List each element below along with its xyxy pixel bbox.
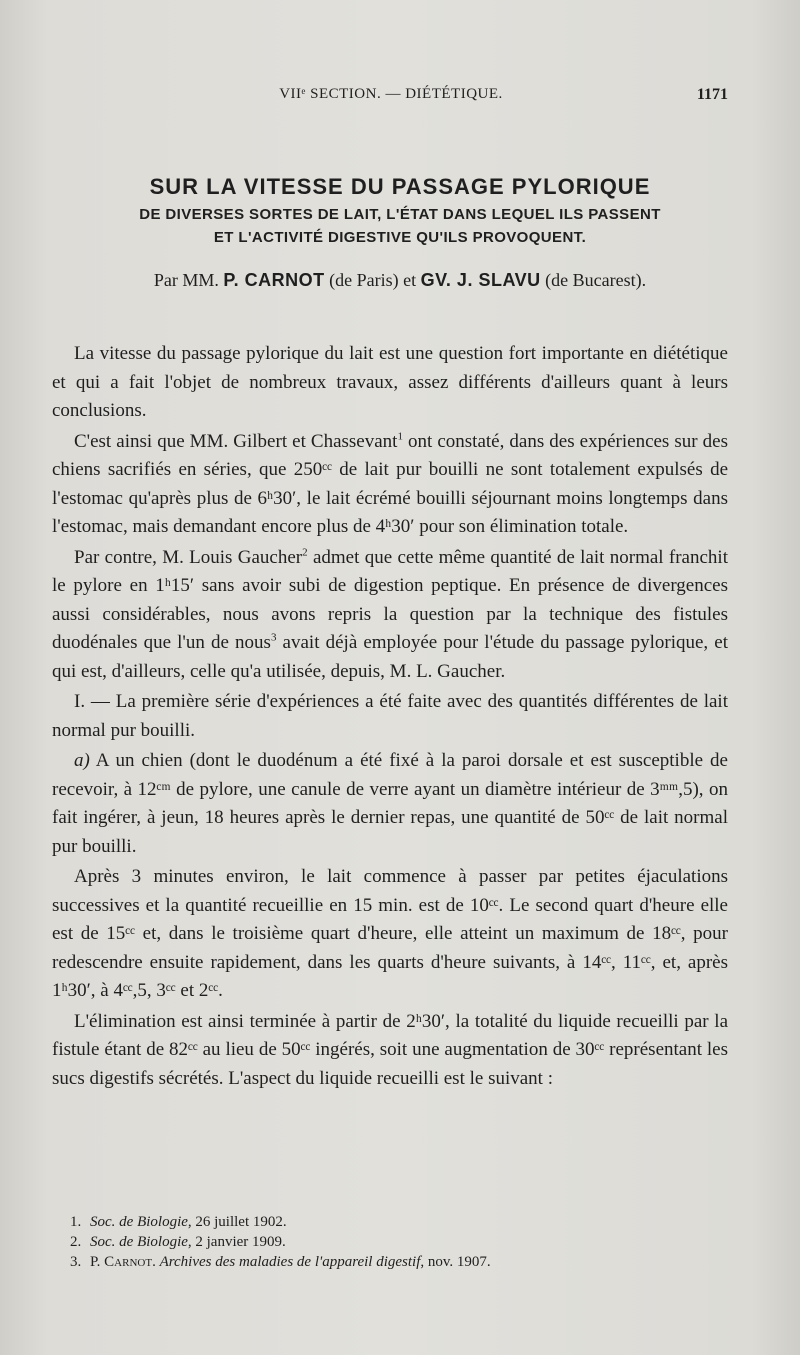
title-block xyxy=(40,174,760,291)
article-title: SUR LA VITESSE DU PASSAGE PYLORIQUE xyxy=(149,174,651,199)
footnote-2 xyxy=(56,1232,732,1252)
paragraph-5 xyxy=(52,747,728,861)
author-1: P. CARNOT xyxy=(223,270,325,290)
footnote-1-detail: , 26 juillet 1902. xyxy=(187,1214,287,1230)
paragraph-5-text: A un chien (dont le duodénum a été fixé à la paroi dorsale et est susceptible de recevoir, à 12ᶜᵐ de pylore, une canule de verre ayant un diamètre intérieur de 3ᵐᵐ,5), on fait ingérer, à jeun, 18 heures après le dernier repas, une quantité de 50ᶜᶜ de lait normal pur bouilli. xyxy=(52,750,728,857)
footnote-3 xyxy=(56,1252,732,1272)
footnote-2-source: Soc. de Biologie xyxy=(90,1234,188,1250)
paragraph-2 xyxy=(52,428,728,542)
footnote-ref-2: 2 xyxy=(302,546,308,559)
paragraph-3 xyxy=(52,544,728,687)
footnote-3-author: P. Carnot. xyxy=(90,1254,156,1270)
footnote-2-number: 2. xyxy=(70,1234,82,1250)
footnote-3-source: Archives des maladies de l'appareil digestif xyxy=(159,1254,421,1270)
body-text xyxy=(52,340,728,1095)
author-2: GV. J. SLAVU xyxy=(420,270,541,290)
paragraph-3-text-b: admet que cette même quantité de lait normal franchit le pylore en 1ʰ15′ sans avoir subi de digestion peptique. En présence de divergences aussi considérables, nous avons repris la question par la technique des fistules duodénales que l'un de nous xyxy=(52,546,728,653)
running-head xyxy=(54,86,728,110)
article-subtitle-line-1: DE DIVERSES SORTES DE LAIT, L'ÉTAT DANS LEQUEL ILS PASSENT xyxy=(139,206,661,223)
paragraph-2-text-a: C'est ainsi que MM. Gilbert et Chassevant xyxy=(74,430,398,452)
paragraph-6: Après 3 minutes environ, le lait commence à passer par petites éjaculations successives et la quantité recueillie en 15 min. est de 10ᶜᶜ. Le second quart d'heure elle est de 15ᶜᶜ et, dans le troisième quart d'heure, elle atteint un maximum de 18ᶜᶜ, pour redescendre ensuite rapidement, dans les quarts d'heure suivants, à 14ᶜᶜ, 11ᶜᶜ, et, après 1ʰ30′, à 4ᶜᶜ,5, 3ᶜᶜ et 2ᶜᶜ. xyxy=(52,866,728,1001)
paragraph-3-text-a: Par contre, M. Louis Gaucher xyxy=(74,546,303,568)
paragraph-3-text-c: avait déjà employée pour l'étude du passage pylorique, et qui est, d'ailleurs, celle qu'a utilisée, depuis, M. L. Gaucher. xyxy=(52,632,729,682)
byline xyxy=(40,270,760,291)
page-number: 1171 xyxy=(696,86,728,103)
paragraph-4: I. — La première série d'expériences a été faite avec des quantités différentes de lait normal pur bouilli. xyxy=(52,691,728,741)
footnote-3-number: 3. xyxy=(70,1254,82,1270)
author-2-location: (de Bucarest). xyxy=(540,270,647,290)
footnote-1 xyxy=(56,1212,732,1232)
footnote-2-detail: , 2 janvier 1909. xyxy=(187,1234,286,1250)
footnote-1-number: 1. xyxy=(70,1214,82,1230)
paragraph-7: L'élimination est ainsi terminée à partir de 2ʰ30′, la totalité du liquide recueilli par la fistule étant de 82ᶜᶜ au lieu de 50ᶜᶜ ingérés, soit une augmentation de 30ᶜᶜ représentant les sucs digestifs sécrétés. L'aspect du liquide recueilli est le suivant : xyxy=(52,1010,728,1089)
author-1-location: (de Paris) et xyxy=(324,270,421,290)
paragraph-5-label: a) xyxy=(74,750,90,771)
article-subtitle-line-2: ET L'ACTIVITÉ DIGESTIVE QU'ILS PROVOQUENT. xyxy=(213,229,587,246)
running-head-section: VIIᵉ SECTION. — DIÉTÉTIQUE. xyxy=(279,86,503,102)
paragraph-2-text-b: ont constaté, dans des expériences sur des chiens sacrifiés en séries, que 250ᶜᶜ de lait pur bouilli ne sont totalement expulsés de l'estomac qu'après plus de 6ʰ30′, le lait écrémé bouilli séjournant moins longtemps dans l'estomac, mais demandant encore plus de 4ʰ30′ pour son élimination totale. xyxy=(52,430,728,537)
footnote-3-detail: , nov. 1907. xyxy=(420,1254,491,1270)
paragraph-1: La vitesse du passage pylorique du lait est une question fort importante en diététique et qui a fait l'objet de nombreux travaux, assez différents d'ailleurs quant à leurs conclusions. xyxy=(52,343,728,421)
footnote-1-source: Soc. de Biologie xyxy=(90,1214,188,1230)
footnotes xyxy=(56,1212,732,1272)
byline-prefix: Par MM. xyxy=(153,270,224,290)
footnote-ref-1: 1 xyxy=(397,430,403,443)
footnote-ref-3: 3 xyxy=(270,631,277,644)
